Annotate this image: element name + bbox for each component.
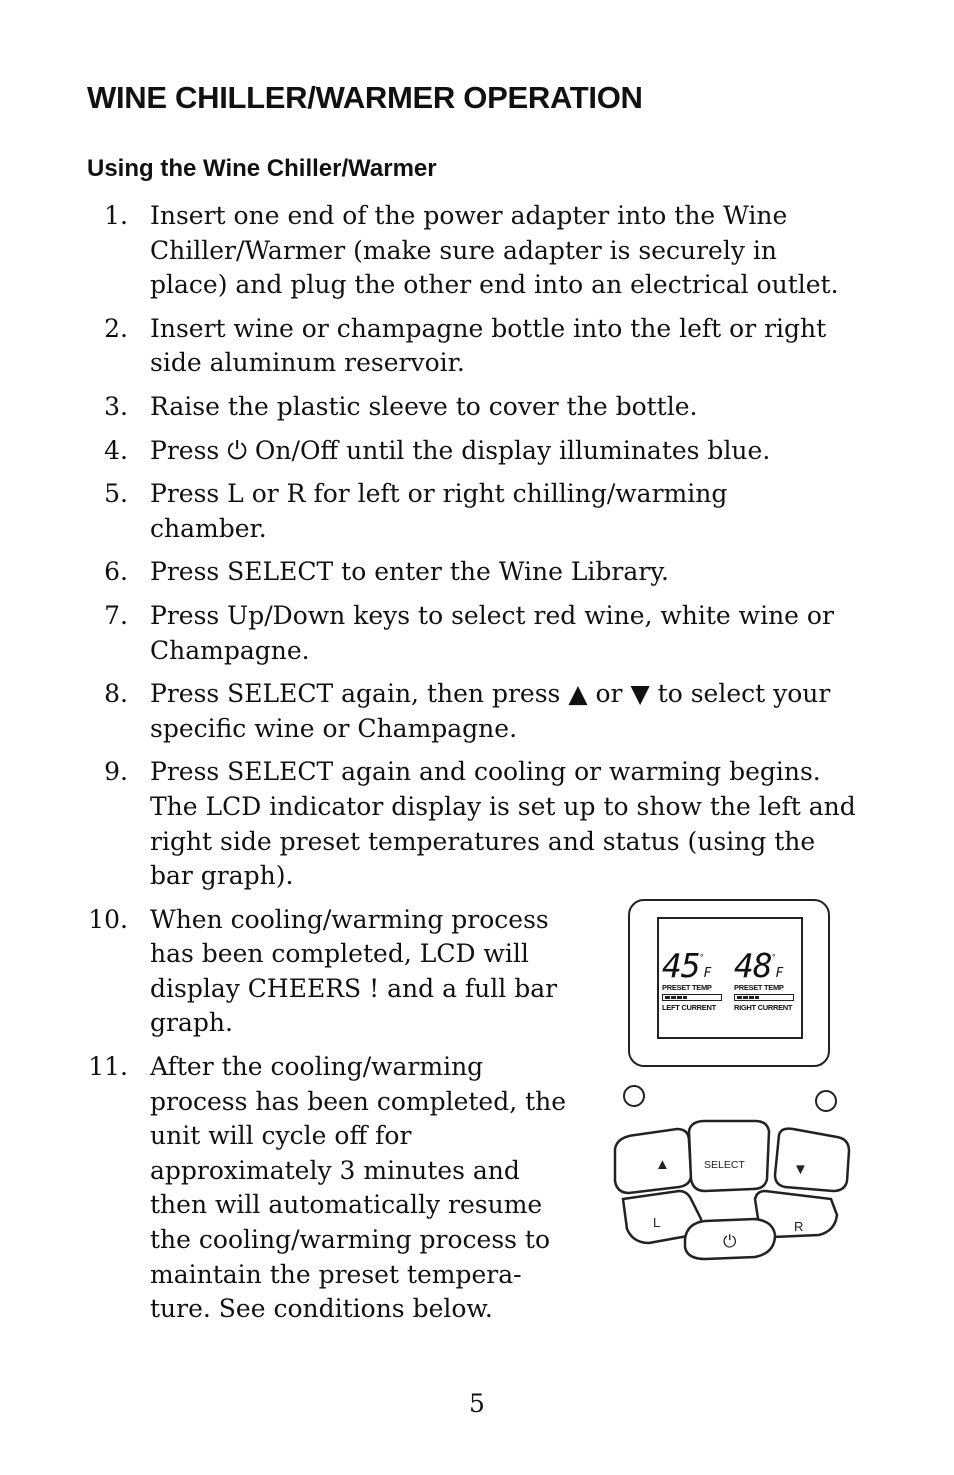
left-indicator-light — [623, 1085, 645, 1107]
degree-symbol: ° — [699, 953, 704, 962]
degree-symbol: ° — [771, 953, 776, 962]
bar-graph-fill — [737, 996, 759, 999]
step-text: Raise the plastic sleeve to cover the bottle. — [150, 391, 698, 421]
down-key-shape — [775, 1129, 849, 1191]
up-arrow-button[interactable]: ▲ — [655, 1156, 670, 1173]
section-subtitle: Using the Wine Chiller/Warmer — [87, 155, 437, 182]
down-arrow-button[interactable]: ▼ — [793, 1161, 808, 1178]
step-number: 11. — [88, 1052, 128, 1082]
step-text: Insert one end of the power adapter into the Wine Chiller/Warmer (make sure adapter is securely in place) and plug the other end into an electrical outlet. — [150, 201, 839, 300]
lcd-screen — [657, 917, 803, 1039]
keypad — [605, 1119, 855, 1271]
step-text: When cooling/warming process has been completed, LCD will display CHEERS ! and a full bar graph. — [150, 904, 558, 1038]
left-temp-value: 45 — [662, 946, 700, 985]
step-text: Press SELECT again and cooling or warming begins. The LCD indicator display is set up to show the left and right side preset temperatures and status (using the bar graph). — [150, 757, 856, 891]
step-number: 7. — [104, 600, 128, 630]
left-bar-graph — [662, 994, 722, 1001]
control-panel-illustration — [605, 893, 855, 1252]
step-number: 6. — [104, 557, 128, 587]
step-text-suffix: to select your specific wine or Champagne. — [150, 679, 831, 743]
fahrenheit-unit: F — [775, 966, 784, 981]
left-temp-reading — [662, 946, 730, 985]
up-key-shape — [615, 1129, 691, 1193]
step-number: 4. — [104, 435, 128, 465]
right-current-label: RIGHT CURRENT — [734, 1003, 793, 1012]
step-text: Press Up/Down keys to select red wine, white wine or Champagne. — [150, 600, 834, 665]
instruction-step — [0, 555, 954, 590]
preset-temp-label: PRESET TEMP — [734, 983, 784, 992]
step-number: 10. — [88, 904, 128, 934]
right-temp-reading — [734, 946, 802, 985]
preset-temp-label: PRESET TEMP — [662, 983, 712, 992]
step-text: Insert wine or champagne bottle into the left or right side aluminum reservoir. — [150, 313, 827, 378]
instruction-step — [0, 312, 954, 381]
page-number: 5 — [469, 1389, 485, 1418]
left-chamber-button[interactable]: L — [653, 1215, 661, 1230]
step-number: 5. — [104, 479, 128, 509]
right-bar-graph — [734, 994, 794, 1001]
step-text-or: or — [595, 679, 623, 709]
right-temp-value: 48 — [734, 946, 772, 985]
step-number: 1. — [104, 201, 128, 230]
right-temperature-display — [734, 946, 802, 1012]
bar-graph-fill — [665, 996, 687, 999]
instruction-step — [0, 477, 954, 546]
instruction-step — [0, 755, 954, 893]
select-button[interactable]: SELECT — [704, 1159, 745, 1171]
step-text — [150, 677, 870, 746]
step-text: Press SELECT to enter the Wine Library. — [150, 557, 669, 587]
step-text: After the cooling/warming process has been completed, the unit will cycle off for approximately 3 minutes and then will automatically resume the cooling/warming process to maintain the preset tempera-ture. See conditions below. — [150, 1052, 567, 1324]
select-key-shape — [689, 1121, 769, 1191]
step-text: Press L or R for left or right chilling/warming chamber. — [150, 479, 728, 543]
up-triangle-icon: ▲ — [568, 679, 588, 709]
step-text-prefix: Press SELECT again, then press — [150, 679, 561, 709]
power-button[interactable]: ⏻ — [723, 1232, 737, 1252]
down-triangle-icon: ▼ — [630, 679, 650, 709]
step-number: 3. — [104, 391, 128, 421]
instruction-step — [0, 390, 954, 425]
step-number: 2. — [104, 313, 128, 343]
instruction-step — [0, 677, 954, 746]
step-text — [150, 434, 860, 469]
instruction-step — [0, 199, 954, 303]
instruction-step — [0, 599, 954, 668]
step-number: 9. — [104, 757, 128, 787]
instruction-step — [0, 434, 954, 469]
page-title: WINE CHILLER/WARMER OPERATION — [87, 80, 643, 115]
step-number: 8. — [104, 679, 128, 709]
right-chamber-button[interactable]: R — [794, 1219, 804, 1234]
lcd-bezel — [628, 899, 830, 1067]
step-text-prefix: Press — [150, 435, 220, 465]
left-temperature-display — [662, 946, 730, 1012]
right-indicator-light — [815, 1090, 837, 1112]
power-icon: ⏻ — [227, 435, 247, 465]
step-text-suffix: On/Off until the display illuminates blue. — [254, 435, 771, 465]
left-current-label: LEFT CURRENT — [662, 1003, 716, 1012]
fahrenheit-unit: F — [703, 966, 712, 981]
